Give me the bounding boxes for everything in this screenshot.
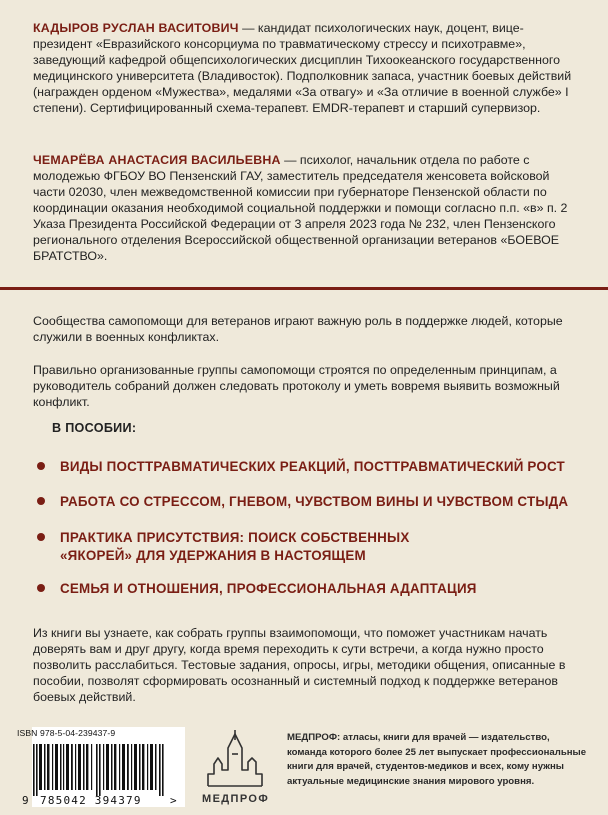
intro-paragraph: Сообщества самопомощи для ветеранов играют важную роль в поддержке людей, которые служили в военных конфликтах. [33,314,563,344]
contents-bullet [60,458,600,476]
author-name: КАДЫРОВ РУСЛАН ВАСИТОВИЧ [33,21,239,35]
contents-bullet [60,493,600,511]
bullet-dot-icon [37,462,45,470]
bullet-dot-icon [37,497,45,505]
barcode-icon [17,740,187,796]
bullet-text: РАБОТА СО СТРЕССОМ, ГНЕВОМ, ЧУВСТВОМ ВИНЫ И ЧУВСТВОМ СТЫДА [60,494,569,509]
bullet-text: СЕМЬЯ И ОТНОШЕНИЯ, ПРОФЕССИОНАЛЬНАЯ АДАПТАЦИЯ [60,581,477,596]
intro-paragraph: Правильно организованные группы самопомощи строятся по определенным принципам, а руководитель собраний должен следовать протоколу и уметь вовремя выявить возможный конфликт. [33,363,560,409]
barcode-end-mark: > [170,794,177,807]
isbn-label: ISBN 978-5-04-239437-9 [17,728,116,738]
contents-bullet [60,580,600,598]
bullet-text: ВИДЫ ПОСТТРАВМАТИЧЕСКИХ РЕАКЦИЙ, ПОСТТРАВМАТИЧЕСКИЙ РОСТ [60,459,565,474]
bullet-dot-icon [37,584,45,592]
author-name: ЧЕМАРЁВА АНАСТАСИЯ ВАСИЛЬЕВНА [33,153,281,167]
publisher-description: МЕДПРОФ: атласы, книги для врачей — издательство, команда которого более 25 лет выпускает профессиональные книги для врачей, студентов-медиков и всех, кому нужны актуальные медицинские знания мирового уровня. [287,732,587,787]
divider-rule [0,287,608,290]
author-bio-kadyrov [33,20,581,116]
publisher-logo-icon [206,730,264,792]
publisher-logo-text: МЕДПРОФ [202,793,270,805]
bullet-text: ПРАКТИКА ПРИСУТСТВИЯ: ПОИСК СОБСТВЕННЫХ «ЯКОРЕЙ» ДЛЯ УДЕРЖАНИЯ В НАСТОЯЩЕМ [60,530,410,563]
contents-title: В ПОСОБИИ: [52,421,137,435]
author-description: — кандидат психологических наук, доцент, вице-президент «Евразийского консорциума по травматическому стрессу и психотравме», заведующий кафедрой общепсихологических дисциплин Тихоокеанского государственного медицинского университета (Владивосток). Подполковник запаса, участник боевых действий (награжден орденом «Мужества», медалями «За отвагу» и «За отличие в военной службе» I степени). Сертифицированный схема-терапевт. EMDR-терапевт и старший супервизор. [33,21,572,115]
bullet-dot-icon [37,533,45,541]
barcode-digits: 785042 394379 [40,794,142,807]
author-description: — психолог, начальник отдела по работе с молодежью ФГБОУ ВО Пензенский ГАУ, заместитель председателя женсовета войсковой части 02030, член межведомственной комиссии при губернаторе Пензенской области по координации оказания необходимой социальной поддержки и помощи согласно п.п. «в» п. 2 Указа Президента Российской Федерации от 3 апреля 2023 года № 232, член Пензенского регионального отделения Всероссийской общественной организации ветеранов «БОЕВОЕ БРАТСТВО». [33,153,568,263]
contents-bullet [60,529,450,565]
summary-paragraph: Из книги вы узнаете, как собрать группы взаимопомощи, что поможет участникам начать доверять вам и друг другу, когда время переходить к сути встречи, а когда нужно просто позволить расслабиться. Тестовые задания, опросы, игры, методики общения, описанные в пособии, позволят сформировать осознанный и системный подход к поддержке ветеранов боевых действий. [33,626,566,704]
author-bio-chemareva [33,152,581,264]
barcode-first-digit: 9 [22,794,29,807]
